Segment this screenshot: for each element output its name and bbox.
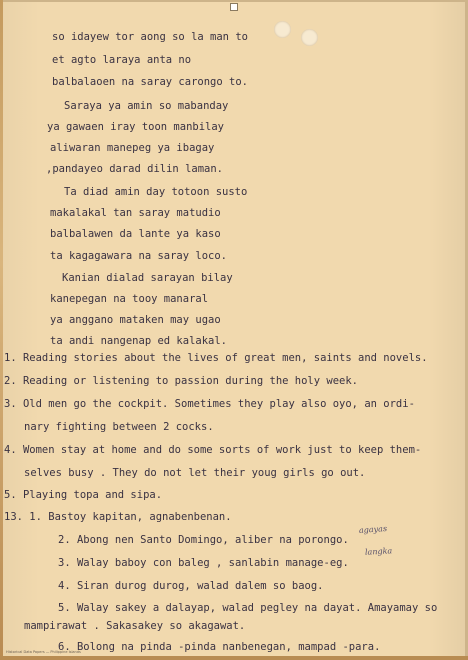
verse-line: Kanian dialad sarayan bilay bbox=[62, 272, 233, 284]
verse-line: so idayew tor aong so la man to bbox=[52, 31, 248, 43]
verse-line: balbalaoen na saray carongo to. bbox=[52, 76, 248, 88]
verse-line: et agto laraya anta no bbox=[52, 54, 192, 66]
verse-line: ya gawaen iray toon manbilay bbox=[47, 121, 225, 133]
verse-line: ya anggano mataken may ugao bbox=[50, 314, 221, 326]
riddle-line: 6. Bolong na pinda -pinda nanbenegan, mampad -para. bbox=[58, 641, 381, 653]
handwritten-note: langka bbox=[364, 546, 393, 557]
handwritten-note: agayas bbox=[358, 524, 388, 535]
verse-line: balbalawen da lante ya kaso bbox=[50, 228, 221, 240]
punch-hole bbox=[301, 29, 318, 46]
verse-line: aliwaran manepeg ya ibagay bbox=[50, 142, 215, 154]
verse-line: Saraya ya amin so mabanday bbox=[64, 100, 229, 112]
riddle-line: mampirawat . Sakasakey so akagawat. bbox=[24, 620, 246, 632]
page-edge bbox=[0, 656, 468, 660]
riddle-line: 13. 1. Bastoy kapitan, agnabenbenan. bbox=[4, 511, 232, 523]
verse-line: Ta diad amin day totoon susto bbox=[64, 186, 248, 198]
answer-line: 4. Women stay at home and do some sorts of work just to keep them- bbox=[4, 444, 422, 456]
riddle-line: 4. Siran durog durog, walad dalem so baog. bbox=[58, 580, 324, 592]
verse-line: ta kagagawara na saray loco. bbox=[50, 250, 228, 262]
document-page bbox=[3, 2, 465, 656]
answer-line: 5. Playing topa and sipa. bbox=[4, 489, 163, 501]
riddle-line: 5. Walay sakey a dalayap, walad pegley na dayat. Amayamay so bbox=[58, 602, 438, 614]
footer-caption: Historical Data Papers — Philippine Islands bbox=[6, 650, 81, 654]
verse-line: makalakal tan saray matudio bbox=[50, 207, 221, 219]
answer-line: 2. Reading or listening to passion during the holy week. bbox=[4, 375, 359, 387]
page-edge bbox=[0, 0, 3, 660]
verse-line: kanepegan na tooy manaral bbox=[50, 293, 209, 305]
answer-line: nary fighting between 2 cocks. bbox=[24, 421, 214, 433]
riddle-line: 2. Abong nen Santo Domingo, aliber na porongo. bbox=[58, 534, 349, 546]
riddle-line: 3. Walay baboy con baleg , sanlabin manage-eg. bbox=[58, 557, 349, 569]
verse-line: ,pandayeo darad dilin laman. bbox=[46, 163, 224, 175]
answer-line: 3. Old men go the cockpit. Sometimes they play also oyo, an ordi- bbox=[4, 398, 415, 410]
answer-line: selves busy . They do not let their youg girls go out. bbox=[24, 467, 366, 479]
punch-hole bbox=[274, 21, 291, 38]
answer-line: 1. Reading stories about the lives of great men, saints and novels. bbox=[4, 352, 428, 364]
verse-line: ta andi nangenap ed kalakal. bbox=[50, 335, 228, 347]
scan-marker bbox=[230, 3, 238, 11]
